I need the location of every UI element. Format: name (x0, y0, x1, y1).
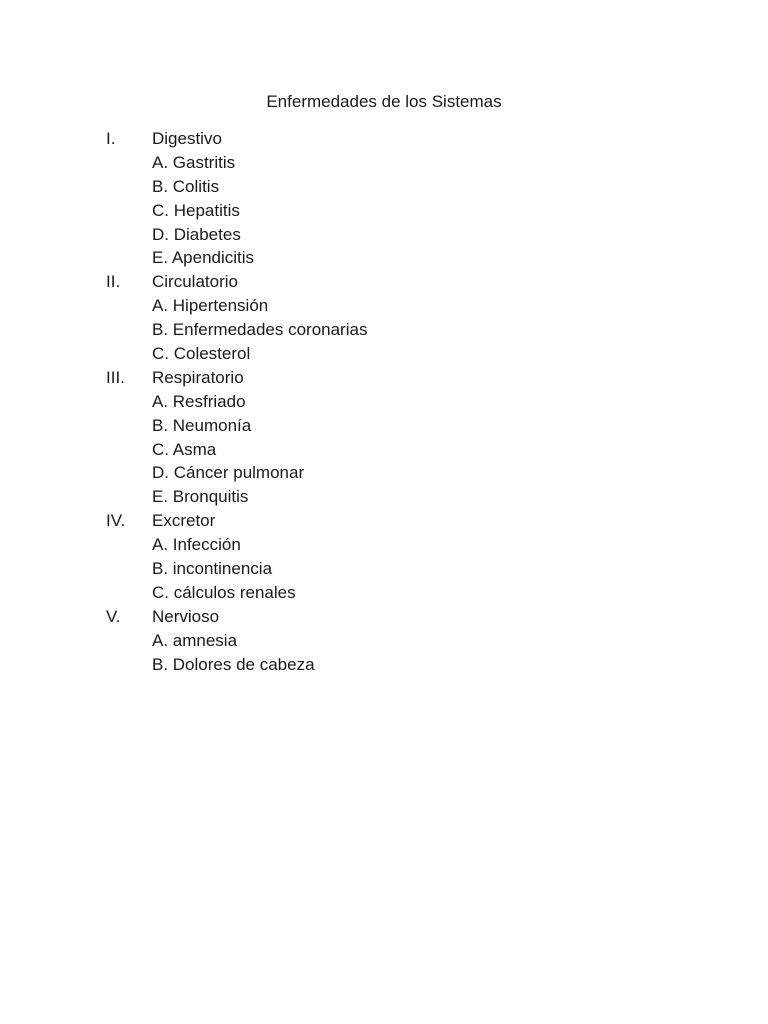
outline-section (106, 127, 706, 151)
list-item-text: B. incontinencia (152, 559, 273, 579)
list-item-text: B. Colitis (152, 176, 220, 196)
section-name: Excretor (152, 511, 216, 531)
list-item-text: D. Diabetes (152, 224, 241, 244)
outline-list (106, 127, 706, 676)
list-item-text: B. Dolores de cabeza (152, 654, 315, 674)
list-item-text: C. Asma (152, 439, 217, 459)
list-item (106, 629, 706, 653)
list-item (106, 414, 706, 438)
list-item-text: C. Hepatitis (152, 200, 240, 220)
list-item (106, 533, 706, 557)
list-item (106, 438, 706, 462)
list-item-text: A. Resfriado (152, 391, 246, 411)
list-item-text: A. amnesia (152, 630, 238, 650)
list-item (106, 199, 706, 223)
list-item (106, 342, 706, 366)
list-item-text: B. Neumonía (152, 415, 252, 435)
section-numeral: II. (106, 272, 121, 292)
list-item (106, 246, 706, 270)
list-item (106, 581, 706, 605)
list-item (106, 175, 706, 199)
list-item-text: C. Colesterol (152, 344, 251, 364)
outline-section (106, 509, 706, 533)
section-name: Nervioso (152, 606, 220, 626)
list-item-text: D. Cáncer pulmonar (152, 463, 305, 483)
section-numeral: V. (106, 606, 121, 626)
list-item (106, 151, 706, 175)
list-item-text: A. Gastritis (152, 152, 236, 172)
list-item (106, 653, 706, 677)
outline-section (106, 366, 706, 390)
section-name: Digestivo (152, 129, 222, 148)
list-item-text: B. Enfermedades coronarias (152, 320, 368, 340)
section-numeral: IV. (106, 511, 126, 531)
list-item-text: E. Apendicitis (152, 248, 255, 268)
page-title: Enfermedades de los Sistemas (266, 92, 502, 111)
list-item (106, 294, 706, 318)
outline-section (106, 605, 706, 629)
list-item-text: E. Bronquitis (152, 487, 249, 507)
list-item-text: A. Hipertensión (152, 296, 269, 316)
section-name: Respiratorio (152, 367, 244, 387)
list-item (106, 390, 706, 414)
list-item (106, 485, 706, 509)
list-item (106, 461, 706, 485)
list-item-text: C. cálculos renales (152, 582, 296, 602)
section-name: Circulatorio (152, 272, 238, 292)
list-item (106, 318, 706, 342)
list-item (106, 557, 706, 581)
section-numeral: I. (106, 129, 116, 148)
list-item-text: A. Infección (152, 535, 241, 555)
outline-section (106, 270, 706, 294)
section-numeral: III. (106, 367, 125, 387)
list-item (106, 223, 706, 247)
